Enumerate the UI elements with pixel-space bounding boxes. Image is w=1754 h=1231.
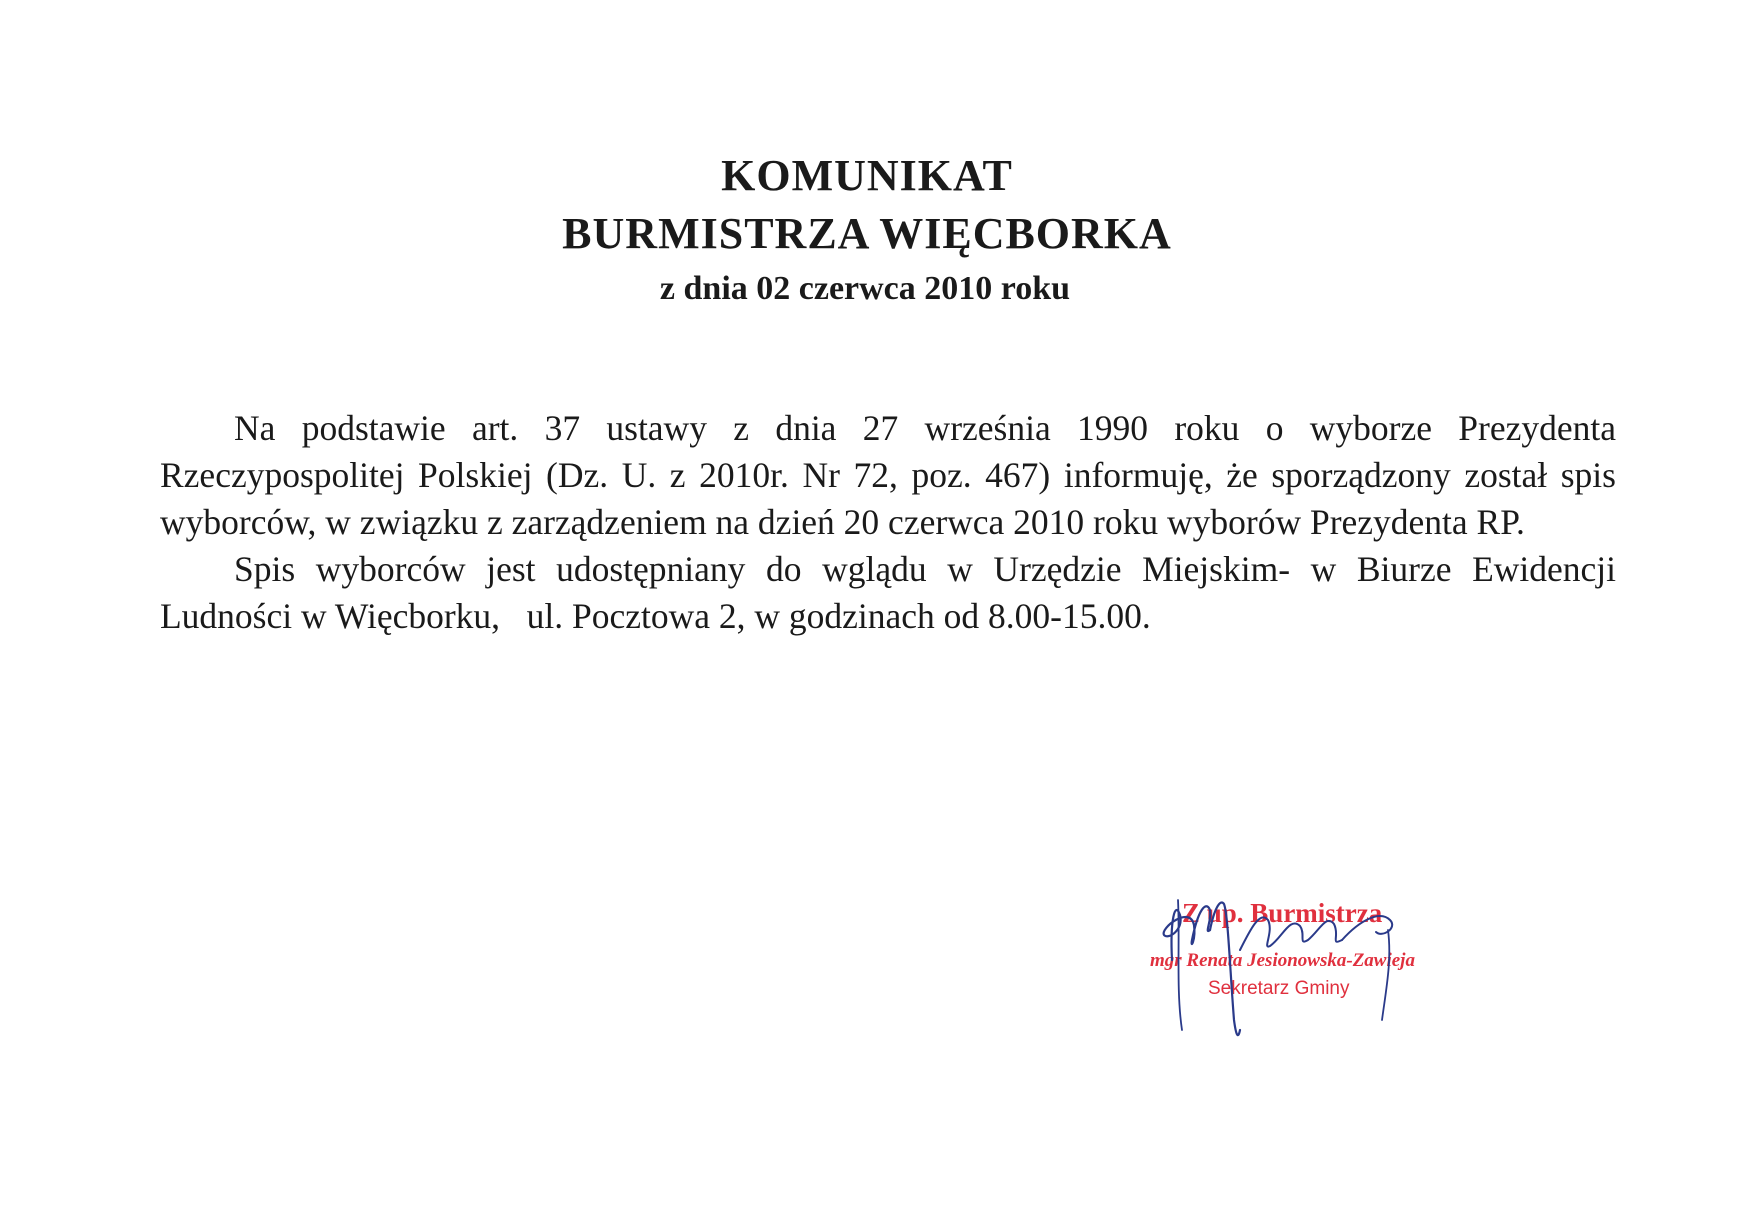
document-body xyxy=(160,405,1625,640)
body-paragraph-2: Spis wyborców jest udostępniany do wglądu w Urzędzie Miejskim- w Biurze Ewidencji Ludności w Więcborku, ul. Pocztowa 2, w godzinach od 8.00-15.00. xyxy=(160,549,1625,636)
document-date: z dnia 02 czerwca 2010 roku xyxy=(659,270,1071,307)
stamp-line-position: Sekretarz Gminy xyxy=(1208,978,1350,999)
body-paragraph-1: Na podstawie art. 37 ustawy z dnia 27 września 1990 roku o wyborze Prezydenta Rzeczypospolitej Polskiej (Dz. U. z 2010r. Nr 72, poz. 467) informuję, że sporządzony został spis wyborców, w związku z zarządzeniem na dzień 20 czerwca 2010 roku wyborów Prezydenta RP. xyxy=(160,408,1616,542)
stamp-line-name: mgr Renata Jesionowska-Zawieja xyxy=(1150,950,1415,971)
document-subtitle: BURMISTRZA WIĘCBORKA xyxy=(562,209,1172,258)
handwritten-signature-icon xyxy=(1150,880,1470,1050)
stamp-line-authority: Z up. Burmistrza xyxy=(1182,898,1383,928)
document-title: KOMUNIKAT xyxy=(721,151,1013,200)
